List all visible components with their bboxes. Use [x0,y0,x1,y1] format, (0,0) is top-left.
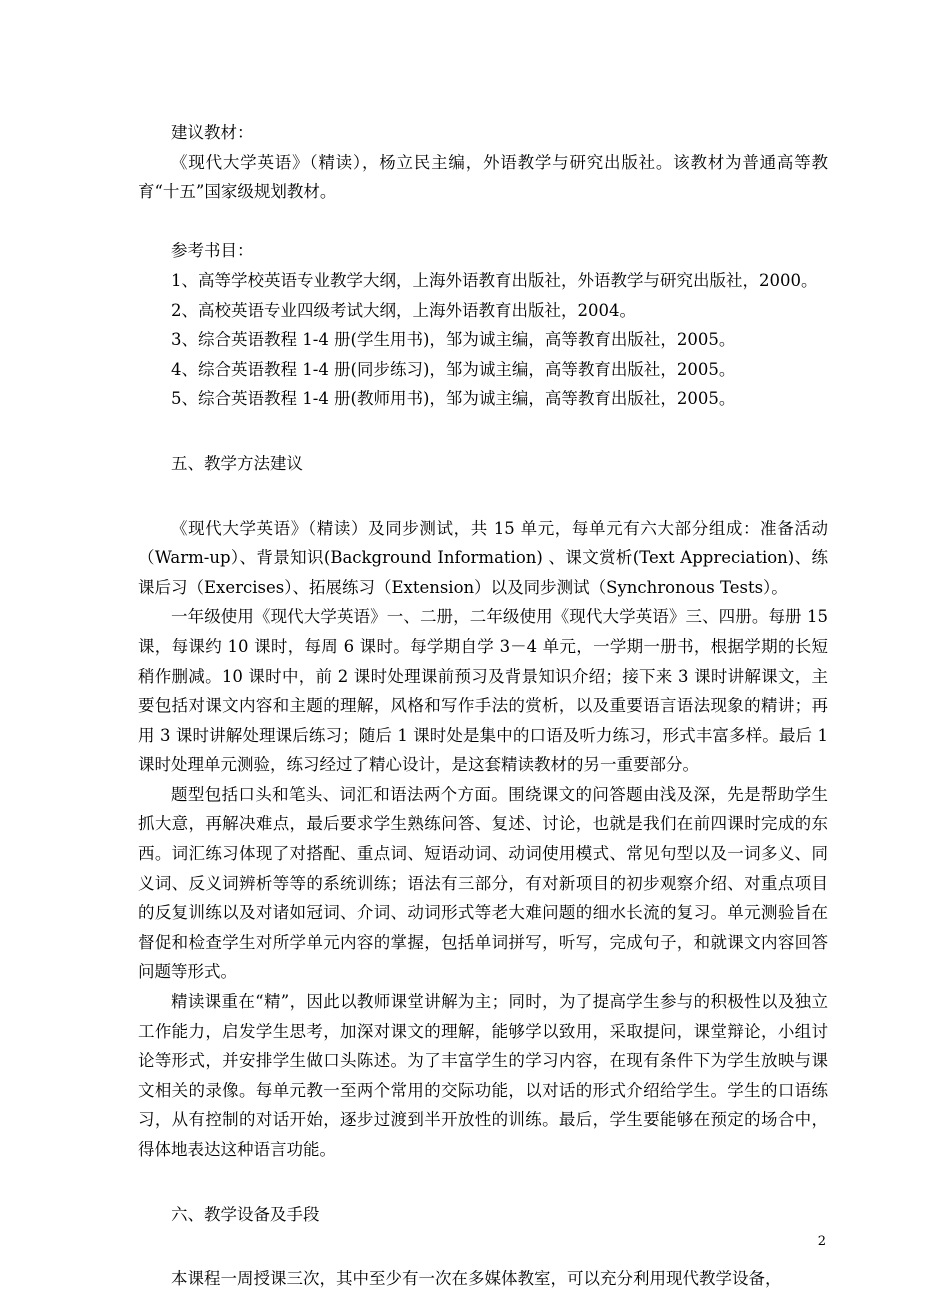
section5-heading: 五、教学方法建议 [171,453,303,473]
reference-item: 2、高校英语专业四级考试大纲，上海外语教育出版社，2004。 [171,300,636,320]
section5-paragraph: 精读课重在“精”，因此以教师课堂讲解为主；同时，为了提高学生参与的积极性以及独立工作能力，启发学生思考，加深对课文的理解，能够学以致用，采取提问，课堂辩论，小组讨论等形式，并安排学生做口头陈述。为了丰富学生的学习内容，在现有条件下为学生放映与课文相关的录像。每单元教一至两个常用的交际功能，以对话的形式介绍给学生。学生的口语练习，从有控制的对话开始，逐步过渡到半开放性的训练。最后，学生要能够在预定的场合中，得体地表达这种语言功能。 [138,992,828,1159]
spacer [138,479,828,514]
section5-paragraph: 《现代大学英语》（精读）及同步测试，共 15 单元，每单元有六大部分组成：准备活动（Warm-up）、背景知识(Background Information) 、课文赏析(Text Appreciation)、练课后习（Exercises）、拓展练习（Extension）以及同步测试（Synchronous Tests）。 [138,518,828,597]
section5-paragraph: 题型包括口头和笔头、词汇和语法两个方面。围绕课文的问答题由浅及深，先是帮助学生抓大意，再解决难点，最后要求学生熟练问答、复述、讨论，也就是我们在前四课时完成的东西。词汇练习体现了对搭配、重点词、短语动词、动词使用模式、常见句型以及一词多义、同义词、反义词辨析等等的系统训练；语法有三部分，有对新项目的初步观察介绍、对重点项目的反复训练以及对诸如冠词、介词、动词形式等老大难问题的细水长流的复习。单元测验旨在督促和检查学生对所学单元内容的掌握，包括单词拼写，听写，完成句子，和就课文内容回答问题等形式。 [138,784,828,982]
reference-item: 1、高等学校英语专业教学大纲，上海外语教育出版社，外语教学与研究出版社，2000。 [171,270,818,290]
section6-heading: 六、教学设备及手段 [171,1204,320,1224]
spacer [138,1165,828,1200]
reference-item: 4、综合英语教程 1-4 册(同步练习)，邹为诚主编，高等教育出版社，2005。 [171,359,736,379]
section6-paragraph: 本课程一周授课三次，其中至少有一次在多媒体教室，可以充分利用现代教学设备， [171,1269,782,1289]
reference-item: 5、综合英语教程 1-4 册(教师用书)，邹为诚主编，高等教育出版社，2005。 [171,389,736,409]
spacer [138,207,828,237]
references-heading: 参考书目： [171,241,254,261]
page-number: 2 [817,1234,826,1249]
spacer [138,1229,828,1264]
page-body [138,118,828,1294]
reference-item: 3、综合英语教程 1-4 册(学生用书)，邹为诚主编，高等教育出版社，2005。 [171,330,736,350]
textbook-heading: 建议教材： [171,123,254,142]
spacer [138,414,828,449]
textbook-paragraph: 《现代大学英语》（精读），杨立民主编，外语教学与研究出版社。该教材为普通高等教育“十五”国家级规划教材。 [138,152,828,202]
section5-paragraph: 一年级使用《现代大学英语》一、二册，二年级使用《现代大学英语》三、四册。每册 15 课，每课约 10 课时，每周 6 课时。每学期自学 3－4 单元，一学期一册书，根据学期的长短稍作删减。10 课时中，前 2 课时处理课前预习及背景知识介绍；接下来 3 课时讲解课文，主要包括对课文内容和主题的理解，风格和写作手法的赏析，以及重要语言语法现象的精讲；再用 3 课时讲解处理课后练习；随后 1 课时处是集中的口语及听力练习，形式丰富多样。最后 1 课时处理单元测验，练习经过了精心设计，是这套精读教材的另一重要部分。 [138,607,828,775]
